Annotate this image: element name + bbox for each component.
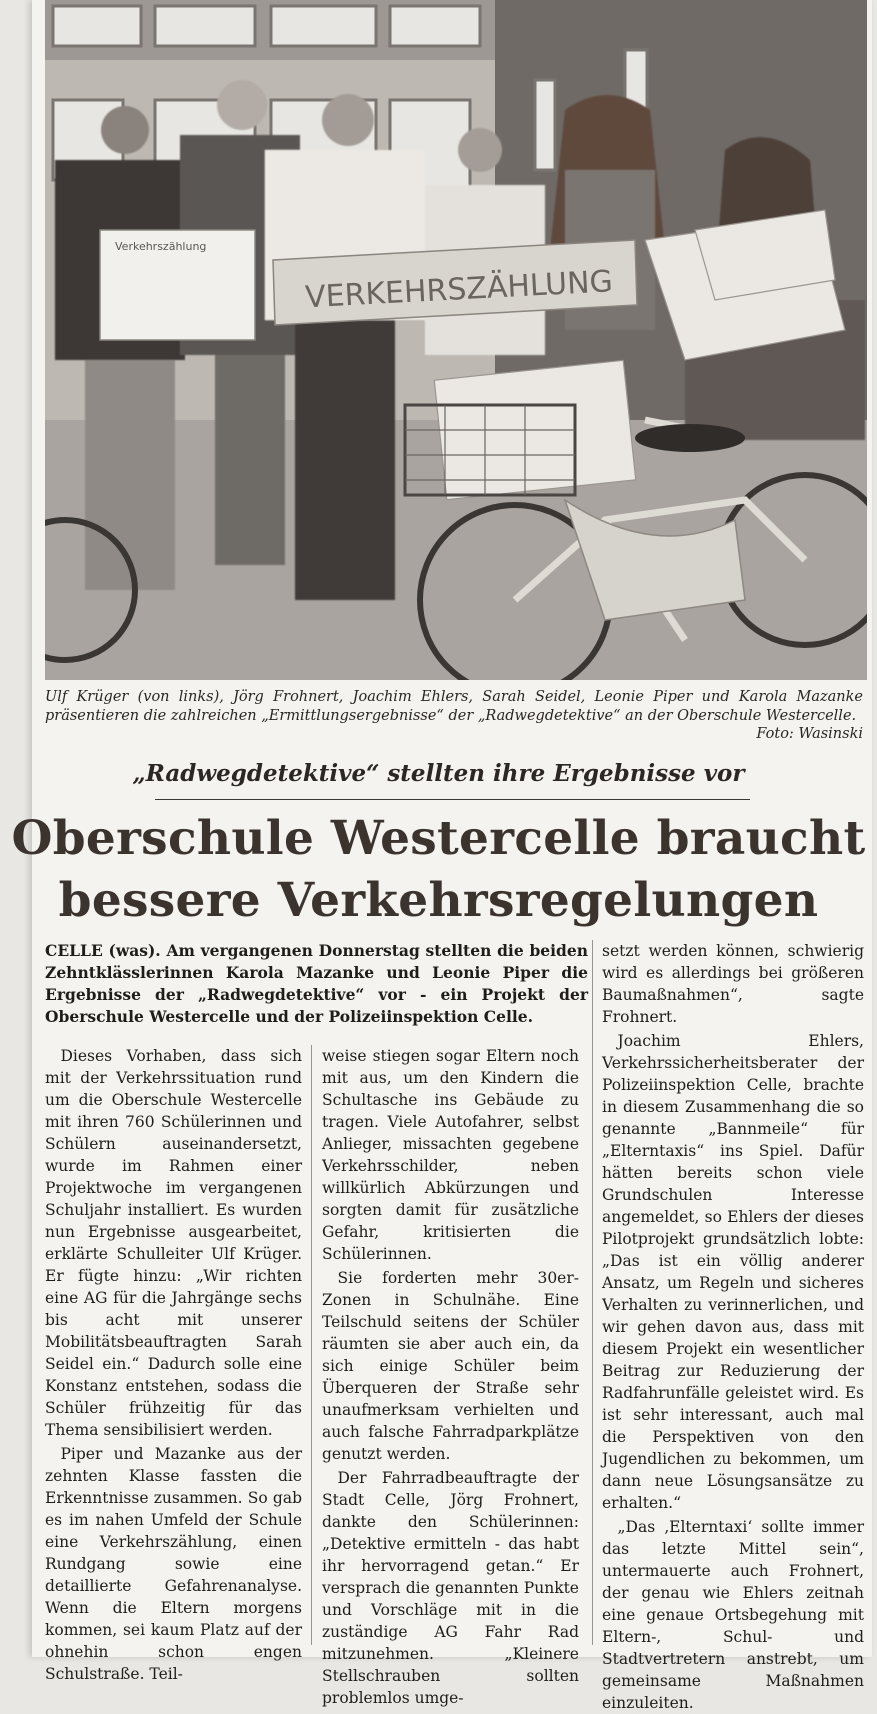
paragraph: setzt werden können, schwierig wird es allerdings bei größeren Baumaßnahmen“, sagte Frohnert. <box>602 942 864 1026</box>
paragraph: Sie forderten mehr 30er-Zonen in Schulnähe. Eine Teilschuld seitens der Schüler räumten sie aber auch ein, da sich einige Schüler beim Überqueren der Straße sehr unaufmerksam verhielten und auch falsche Fahrradparkplätze genutzt werden. <box>322 1269 579 1463</box>
paragraph: Dieses Vorhaben, dass sich mit der Verkehrssituation rund um die Oberschule Westercelle mit ihren 760 Schülerinnen und Schülern auseinandersetzt, wurde im Rahmen einer Projektwoche im vergangenen Schuljahr installiert. Es wurden nun Ergebnisse ausgearbeitet, erklärte Schulleiter Ulf Krüger. Er fügte hinzu: „Wir richten eine AG für die Jahrgänge sechs bis acht mit unserer Mobilitätsbeauftragten Sarah Seidel ein.“ Dadurch solle eine Konstanz entstehen, sodass die Schüler frühzeitig für das Thema sensibilisiert werden. <box>45 1047 302 1439</box>
paragraph: Piper und Mazanke aus der zehnten Klasse fassten die Erkenntnisse zusammen. So gab es im nahen Umfeld der Schule eine Verkehrszählung, einen Rundgang sowie eine detaillierte Gefahrenanalyse. Wenn die Eltern morgens kommen, sei kaum Platz auf der ohnehin schon engen Schulstraße. Teil- <box>45 1445 302 1683</box>
paragraph: Joachim Ehlers, Verkehrssicherheitsberater der Polizeiinspektion Celle, brachte in diesem Zusammenhang die so genannte „Bannmeile“ für „Elterntaxis“ ins Spiel. Dafür hätten bereits schon viele Grundschulen Interesse angemeldet, so Ehlers der dieses Pilotprojekt grundsätzlich lobte: „Das ist ein völlig anderer Ansatz, um Regeln und sicheres Verhalten zu verinnerlichen, und wir gehen davon aus, dass mit diesem Projekt ein wesentlicher Beitrag zur Reduzierung der Radfahrunfälle geleistet wird. Es ist sehr interessant, auch mal die Perspektiven von den Jugendlichen zu bekommen, um dann neue Lösungsansätze zu erhalten.“ <box>602 1032 864 1512</box>
article-column-1 <box>45 1045 302 1685</box>
small-sign-text: Verkehrszählung <box>115 240 207 253</box>
article-column-3 <box>602 940 864 1714</box>
paragraph: weise stiegen sogar Eltern noch mit aus, um den Kindern die Schultasche ins Gebäude zu tragen. Viele Autofahrer, selbst Anlieger, missachten gegebene Verkehrsschilder, neben willkürlich Abkürzungen und sorgten damit für zusätzliche Gefahr, kritisierten die Schülerinnen. <box>322 1047 579 1263</box>
paragraph: „Das ‚Elterntaxi‘ sollte immer das letzte Mittel sein“, untermauerte auch Frohnert, der genau wie Ehlers zeitnah eine genaue Ortsbegehung mit Eltern-, Schul- und Stadtvertretern anstrebt, um gemeinsame Maßnahmen einzuleiten. <box>602 1518 864 1712</box>
headline-line-1: Oberschule Westercelle braucht <box>11 811 866 866</box>
bike-saddle <box>635 424 745 452</box>
lead-paragraph: CELLE (was). Am vergangenen Donnerstag stellten die beiden Zehntklässlerinnen Karola Mazanke und Leonie Piper die Ergebnisse der „Radwegdetektive“ vor - ein Projekt der Oberschule Westercelle und der Polizeiinspektion Celle. <box>45 941 588 1026</box>
photo-credit: Foto: Wasinski <box>756 726 863 742</box>
group-photo <box>45 0 867 680</box>
kicker-headline: „Radwegdetektive“ stellten ihre Ergebnisse vor <box>132 760 745 787</box>
photo-caption <box>45 688 863 742</box>
banner-sign-text: VERKEHRSZÄHLUNG <box>304 264 614 316</box>
column-divider <box>311 1045 312 1645</box>
photo-illustration <box>45 0 867 680</box>
article-column-2 <box>322 1045 579 1709</box>
main-headline <box>0 808 877 932</box>
column-divider <box>592 940 593 1645</box>
headline-line-2: bessere Verkehrsregelungen <box>58 873 819 928</box>
kicker-underline <box>155 799 750 800</box>
caption-text: Ulf Krüger (von links), Jörg Frohnert, Joachim Ehlers, Sarah Seidel, Leonie Piper und Karola Mazanke präsentieren die zahlreichen „Ermittlungsergebnisse“ der „Radwegdetektive“ an der Oberschule Westercelle. <box>45 689 863 724</box>
paragraph: Der Fahrradbeauftragte der Stadt Celle, Jörg Frohnert, dankte den Schülerinnen: „Detektive ermitteln - das habt ihr hervorragend getan.“ Er versprach die genannten Punkte und Vorschläge mit in die zuständige AG Fahr Rad mitzunehmen. „Kleinere Stellschrauben sollten problemlos umge- <box>322 1469 579 1707</box>
